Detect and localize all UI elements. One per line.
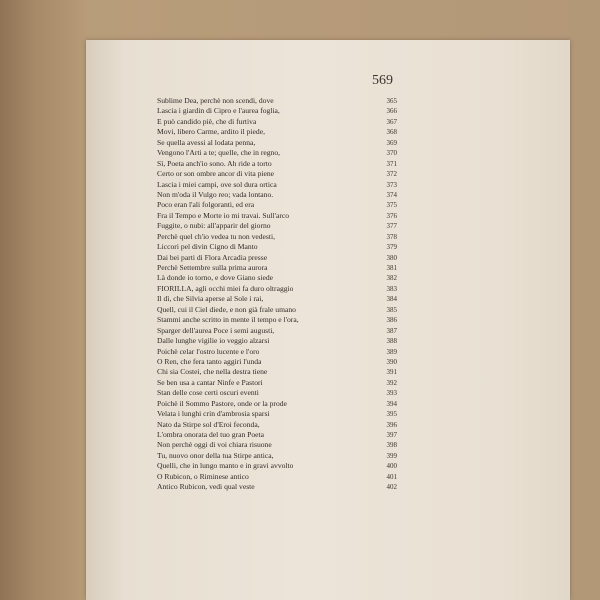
entry-first-line: Se quella avessi al lodata penna, — [157, 137, 256, 147]
entry-first-line: FIORILLA, agli occhi miei fa duro oltraggio — [157, 283, 294, 293]
entry-page-ref: 395 — [386, 410, 397, 419]
index-entry — [157, 221, 397, 231]
index-entry — [157, 430, 397, 440]
entry-first-line: Sì, Poeta anch'io sono. Ah ride a torto — [157, 158, 272, 168]
page-number: 569 — [372, 73, 393, 88]
entry-first-line: Tu, nuovo onor della tua Stirpe antica, — [157, 450, 274, 460]
entry-page-ref: 399 — [386, 451, 397, 460]
index-entry — [157, 138, 397, 148]
index-entry — [157, 96, 397, 106]
index-entry — [157, 253, 397, 263]
index-entry — [157, 159, 397, 169]
index-entry — [157, 472, 397, 482]
entry-first-line: Chi sia Costei, che nella destra tiene — [157, 367, 268, 377]
entry-first-line: Stammi anche scritto in mente il tempo e l'ora, — [157, 315, 299, 325]
entry-page-ref: 394 — [386, 399, 397, 408]
index-entry — [157, 451, 397, 461]
entry-page-ref: 382 — [386, 274, 397, 283]
entry-first-line: Se ben usa a cantar Ninfe e Pastori — [157, 377, 263, 387]
entry-page-ref: 388 — [386, 337, 397, 346]
entry-first-line: Sublime Dea, perchè non scendi, dove — [157, 96, 274, 105]
entry-first-line: Non perchè oggi di voi chiara risuone — [157, 440, 272, 450]
index-entry — [157, 409, 397, 419]
entry-page-ref: 383 — [386, 284, 397, 293]
index-entry — [157, 347, 397, 357]
entry-first-line: Quell, cui il Ciel diede, e non già frale umano — [157, 304, 296, 314]
entry-first-line: Certo or son ombre ancor di vita piene — [157, 169, 275, 179]
entry-first-line: Dai bei parti di Flora Arcadia presse — [157, 252, 268, 262]
entry-first-line: Perchè quel ch'io vedea tu non vedesti, — [157, 231, 275, 241]
index-entry — [157, 117, 397, 127]
index-entry — [157, 357, 397, 367]
entry-first-line: Liccori pel divin Cigno di Manto — [157, 242, 258, 252]
entry-page-ref: 368 — [386, 128, 397, 137]
entry-page-ref: 378 — [386, 232, 397, 241]
index-entry — [157, 420, 397, 430]
entry-page-ref: 375 — [386, 201, 397, 210]
entry-page-ref: 400 — [386, 462, 397, 471]
index-entry — [157, 106, 397, 116]
index-entry — [157, 148, 397, 158]
entry-first-line: Dalle lunghe vigilie io veggio alzarsi — [157, 336, 270, 346]
index-entry — [157, 180, 397, 190]
entry-first-line: Non m'oda il Vulgo reo; vada lontano. — [157, 189, 274, 199]
index-entry — [157, 315, 397, 325]
index-entry — [157, 399, 397, 409]
index-entry — [157, 336, 397, 346]
entry-page-ref: 389 — [386, 347, 397, 356]
entry-first-line: Perchè Settembre sulla prima aurora — [157, 263, 268, 272]
entry-page-ref: 391 — [386, 368, 397, 377]
entry-page-ref: 371 — [386, 159, 397, 168]
entry-page-ref: 366 — [386, 107, 397, 116]
index-entry — [157, 388, 397, 398]
entry-first-line: Poichè celar l'ostro lucente e l'oro — [157, 346, 260, 356]
index-entry — [157, 190, 397, 200]
entry-page-ref: 393 — [386, 389, 397, 398]
entry-first-line: L'ombra onorata del tuo gran Poeta — [157, 430, 265, 439]
entry-page-ref: 365 — [386, 97, 397, 105]
entry-page-ref: 373 — [386, 180, 397, 189]
entry-page-ref: 402 — [386, 483, 397, 492]
entry-page-ref: 384 — [386, 295, 397, 304]
entry-page-ref: 380 — [386, 253, 397, 262]
index-entry — [157, 232, 397, 242]
entry-page-ref: 390 — [386, 357, 397, 366]
index-entry — [157, 378, 397, 388]
entry-first-line: Fra il Tempo e Morte io mi travai. Sull'arco — [157, 210, 290, 220]
entry-page-ref: 397 — [386, 431, 397, 439]
entry-page-ref: 385 — [386, 305, 397, 314]
entry-first-line: Antico Rubicon, vedi qual veste — [157, 482, 255, 492]
index-entry — [157, 200, 397, 210]
entry-page-ref: 377 — [386, 222, 397, 231]
entry-page-ref: 396 — [386, 420, 397, 429]
entry-page-ref: 372 — [386, 170, 397, 179]
index-entry — [157, 305, 397, 315]
index-entry — [157, 482, 397, 492]
entry-first-line: Movi, libero Carme, ardito il piede, — [157, 127, 265, 137]
entry-first-line: Poichè il Sommo Pastore, onde or la prode — [157, 398, 287, 408]
index-entry — [157, 440, 397, 450]
entry-first-line: E può candido piè, che di furtiva — [157, 116, 257, 126]
index-entry — [157, 169, 397, 179]
entry-first-line: Vengono l'Arti a te; quelle, che in regno, — [157, 148, 281, 158]
index-entry — [157, 367, 397, 377]
entry-first-line: Lascia i miei campi, ove sol dura ortica — [157, 179, 277, 189]
entry-page-ref: 398 — [386, 441, 397, 450]
index-entry — [157, 461, 397, 471]
entry-first-line: Stan delle cose certi oscuri eventi — [157, 388, 259, 398]
entry-page-ref: 387 — [386, 326, 397, 335]
entry-page-ref: 379 — [386, 243, 397, 252]
entry-page-ref: 381 — [386, 264, 397, 272]
entry-first-line: Velata i lunghi crin d'ambrosia sparsi — [157, 409, 270, 419]
entry-first-line: Là donde io torno, e dove Giano siede — [157, 273, 273, 283]
entry-page-ref: 369 — [386, 138, 397, 147]
entry-first-line: Il dì, che Silvia aperse al Sole i rai, — [157, 294, 264, 304]
index-entry — [157, 211, 397, 221]
entry-first-line: Fuggite, o nubi: all'apparir del giorno — [157, 221, 271, 231]
index-entry — [157, 284, 397, 294]
entry-page-ref: 401 — [386, 472, 397, 481]
entry-first-line: O Ren, che fera tanto aggiri l'unda — [157, 356, 262, 366]
index-entry — [157, 263, 397, 273]
entry-page-ref: 367 — [386, 117, 397, 126]
index-entry — [157, 326, 397, 336]
index-entry — [157, 242, 397, 252]
index-entry — [157, 127, 397, 137]
entry-page-ref: 376 — [386, 211, 397, 220]
entry-first-line: Lascia i giardin di Cipro e l'aurea foglia, — [157, 106, 280, 116]
entry-page-ref: 392 — [386, 378, 397, 387]
entry-first-line: Sparger dell'aurea Poce i semi augusti, — [157, 325, 275, 335]
entry-first-line: Nato da Stirpe sol d'Eroi feconda, — [157, 419, 260, 429]
index-entry — [157, 273, 397, 283]
entry-page-ref: 374 — [386, 190, 397, 199]
entry-first-line: Quelli, che in lungo manto e in gravi avvolto — [157, 461, 294, 471]
index-of-first-lines — [157, 96, 397, 493]
entry-page-ref: 370 — [386, 149, 397, 158]
entry-page-ref: 386 — [386, 316, 397, 325]
index-entry — [157, 294, 397, 304]
entry-first-line: Poco eran l'ali folgoranti, ed era — [157, 200, 255, 210]
entry-first-line: O Rubicon, o Riminese antico — [157, 471, 249, 481]
